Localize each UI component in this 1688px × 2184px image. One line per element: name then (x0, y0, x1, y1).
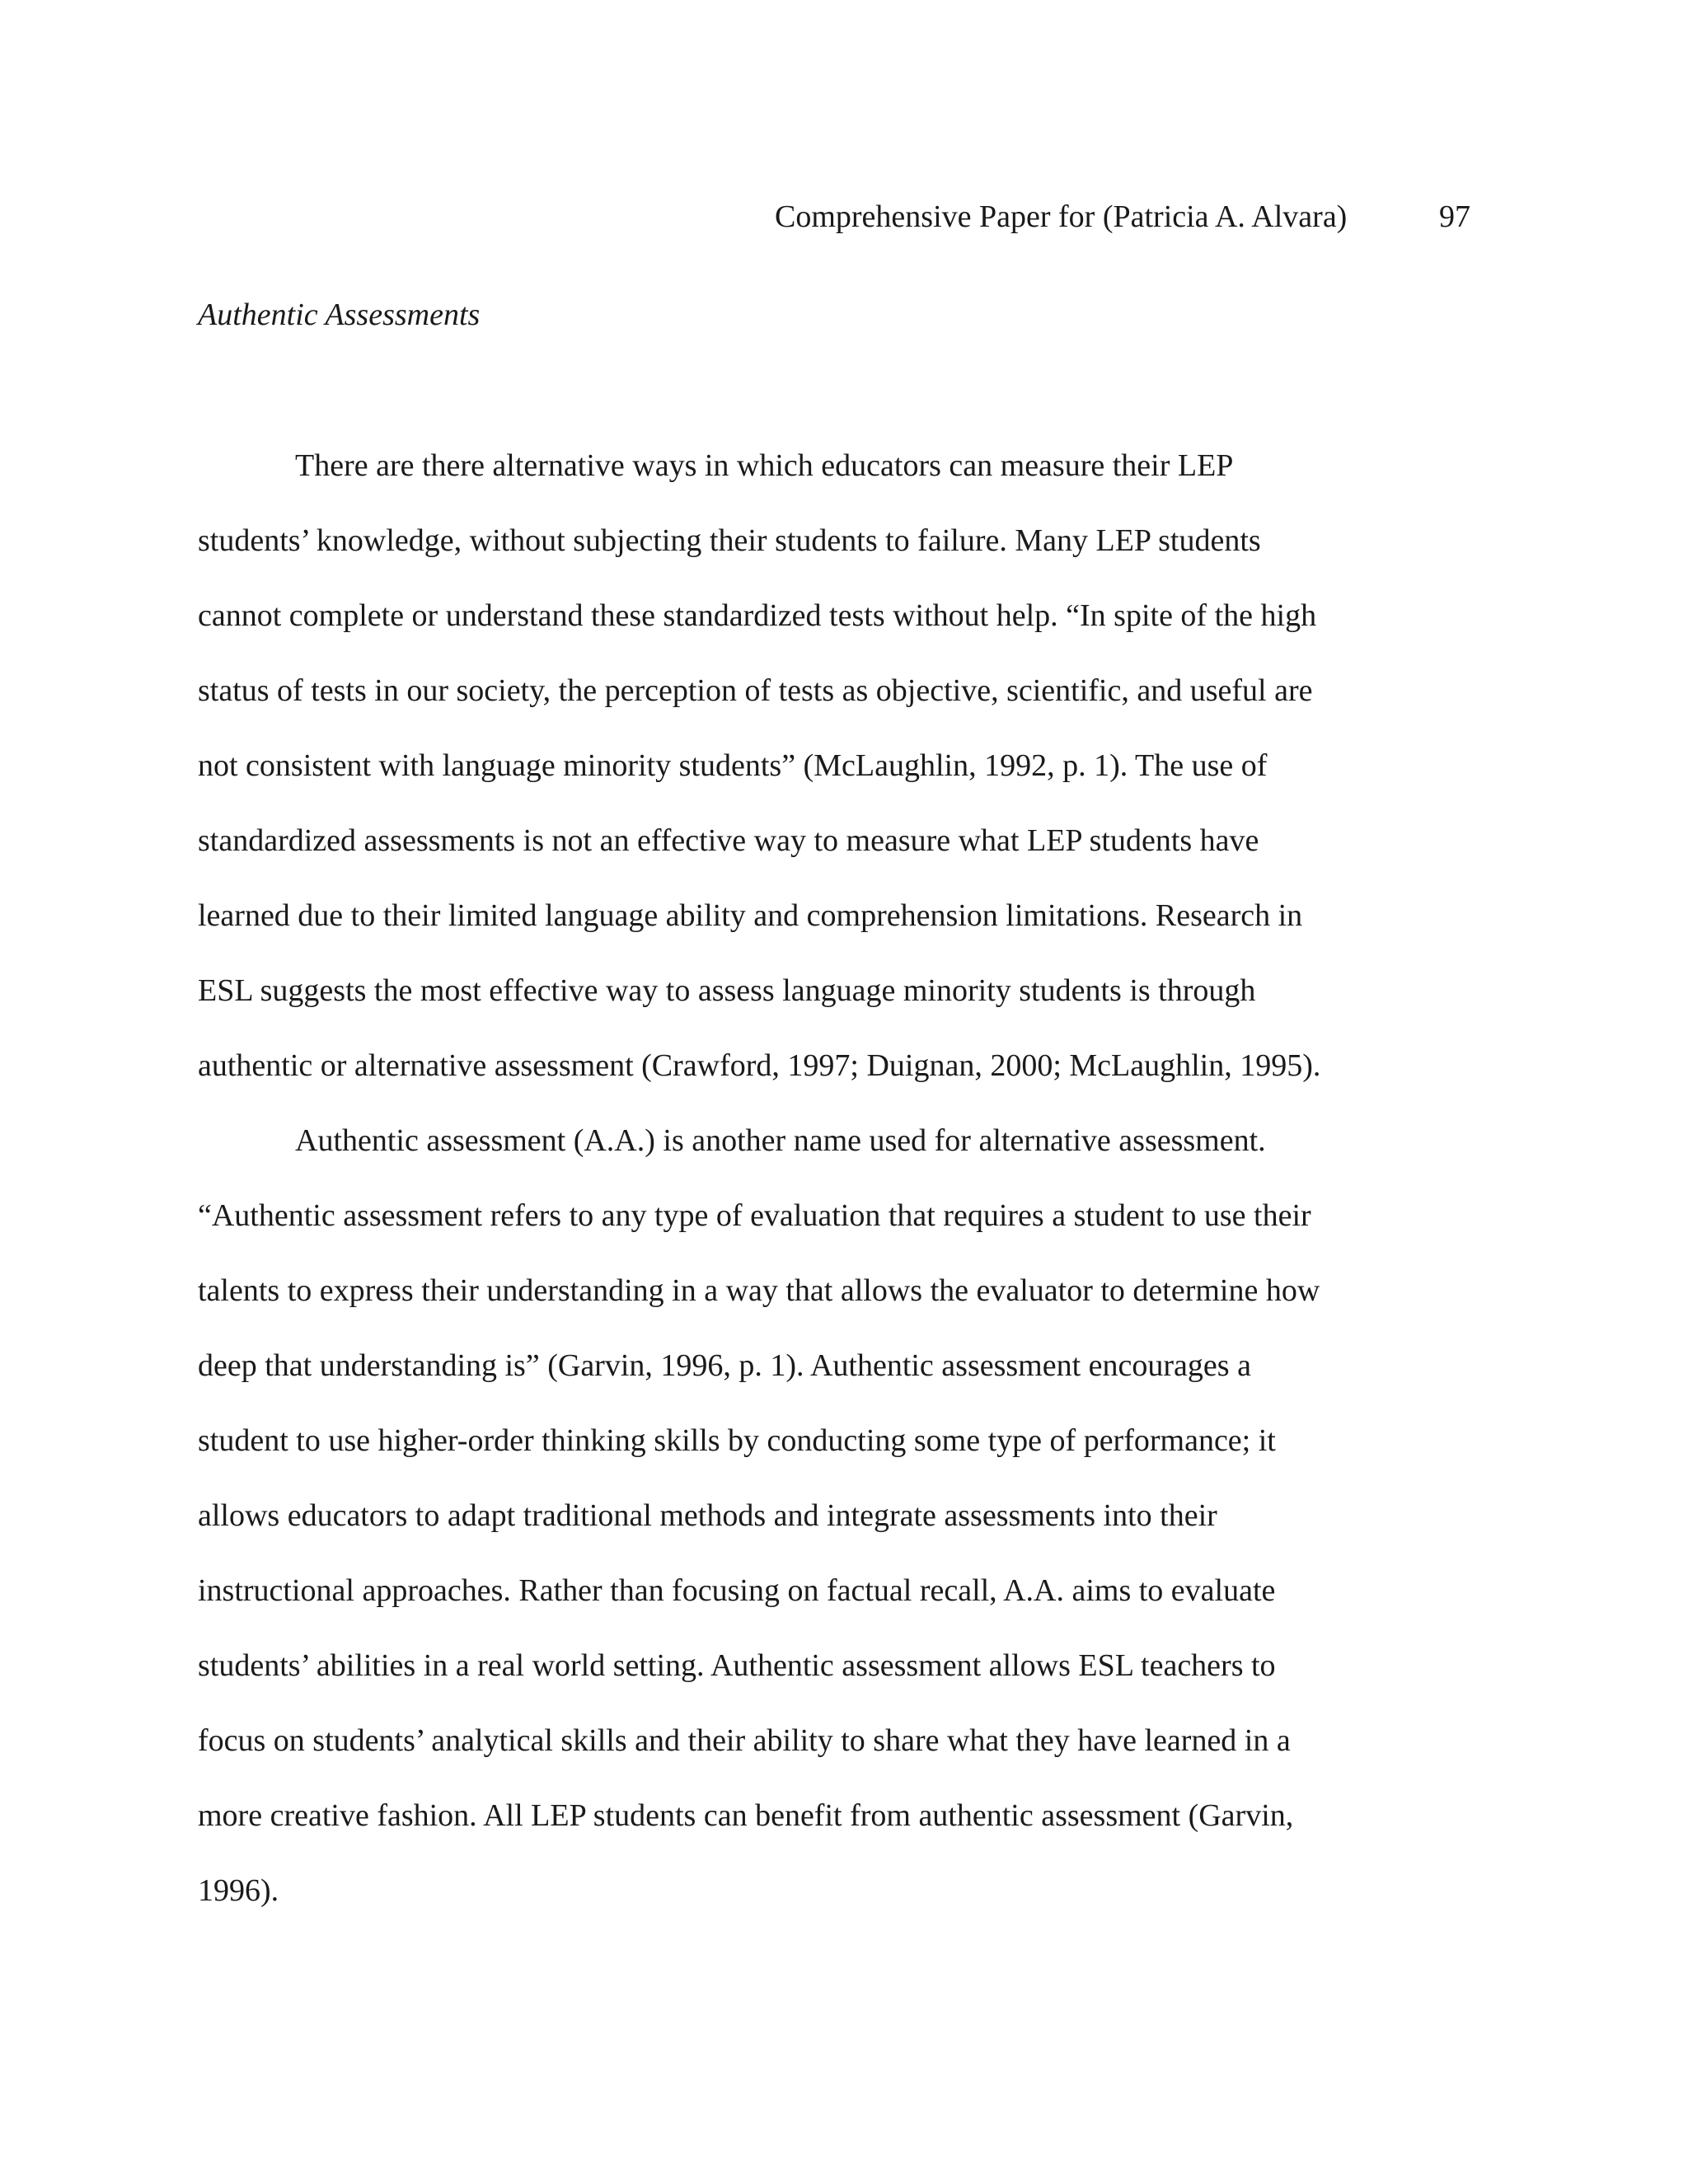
body-line: “Authentic assessment refers to any type of evaluation that requires a student to use their (198, 1198, 1311, 1233)
body-line: cannot complete or understand these standardized tests without help. “In spite of the high (198, 598, 1317, 633)
section-heading: Authentic Assessments (198, 298, 481, 332)
body-line: learned due to their limited language ability and comprehension limitations. Research in (198, 898, 1303, 933)
body-line: students’ knowledge, without subjecting their students to failure. Many LEP students (198, 523, 1261, 558)
body-line: There are there alternative ways in which educators can measure their LEP (295, 448, 1234, 483)
body-line: standardized assessments is not an effective way to measure what LEP students have (198, 823, 1259, 858)
body-line: talents to express their understanding in a way that allows the evaluator to determine how (198, 1273, 1320, 1308)
page-number: 97 (1439, 199, 1470, 234)
body-line: ESL suggests the most effective way to assess language minority students is through (198, 973, 1256, 1008)
running-head: Comprehensive Paper for (Patricia A. Alvara) (775, 199, 1348, 234)
body-line: 1996). (198, 1873, 279, 1908)
body-line: more creative fashion. All LEP students can benefit from authentic assessment (Garvin, (198, 1798, 1294, 1833)
body-line: not consistent with language minority students” (McLaughlin, 1992, p. 1). The use of (198, 748, 1268, 783)
body-line: Authentic assessment (A.A.) is another name used for alternative assessment. (295, 1123, 1266, 1158)
body-line: deep that understanding is” (Garvin, 1996, p. 1). Authentic assessment encourages a (198, 1348, 1251, 1383)
body-line: focus on students’ analytical skills and their ability to share what they have learned in a (198, 1723, 1291, 1758)
body-line: students’ abilities in a real world setting. Authentic assessment allows ESL teachers to (198, 1648, 1276, 1683)
body-line: status of tests in our society, the perception of tests as objective, scientific, and useful are (198, 673, 1313, 708)
body-line: instructional approaches. Rather than focusing on factual recall, A.A. aims to evaluate (198, 1573, 1276, 1608)
body-line: authentic or alternative assessment (Crawford, 1997; Duignan, 2000; McLaughlin, 1995). (198, 1048, 1321, 1083)
body-line: student to use higher-order thinking skills by conducting some type of performance; it (198, 1423, 1276, 1458)
body-line: allows educators to adapt traditional methods and integrate assessments into their (198, 1498, 1217, 1533)
